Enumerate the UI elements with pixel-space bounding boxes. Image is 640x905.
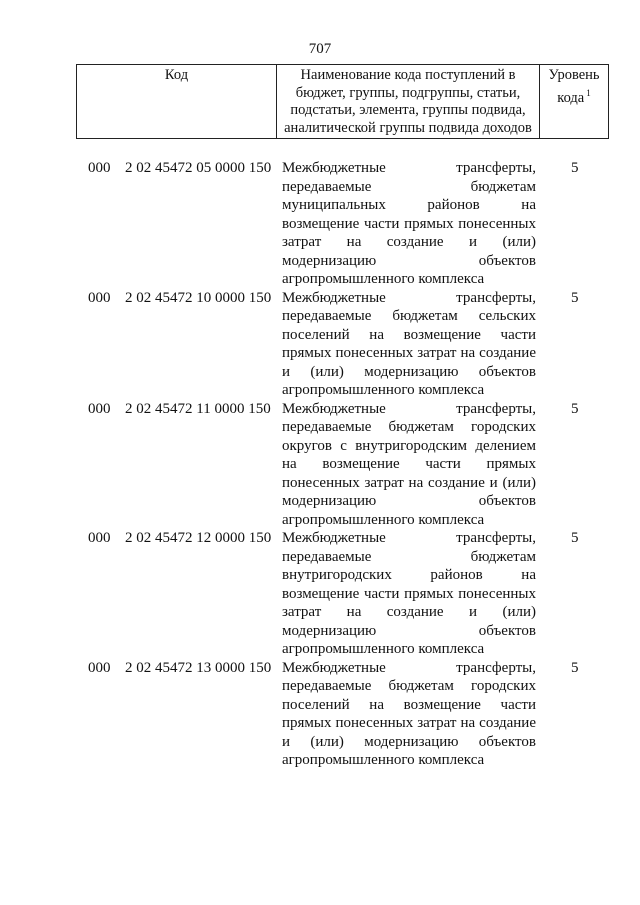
header-level-footnote: 1 (586, 87, 591, 98)
row-level: 5 (571, 530, 579, 546)
row-income-code: 2 02 45472 13 0000 150 (125, 659, 272, 676)
row-level: 5 (571, 289, 579, 306)
row-level: 5 (571, 659, 579, 676)
row-name: Межбюджетные трансферты, передаваемые бюджетам городских поселений на возмещение части прямых понесенных затрат на создание и (или) модернизацию объектов агропромышленного комплекса (282, 659, 536, 768)
table-row (0, 400, 640, 530)
row-level: 5 (571, 160, 579, 176)
header-level (539, 65, 608, 138)
table-row (0, 659, 640, 770)
table-header (76, 64, 609, 139)
table-row (0, 289, 640, 400)
page-number: 707 (308, 41, 332, 57)
row-admin-code: 000 (88, 160, 111, 176)
row-admin-code: 000 (88, 400, 111, 417)
row-income-code: 2 02 45472 10 0000 150 (125, 289, 272, 306)
row-level: 5 (571, 400, 579, 417)
header-level-label: Уровень кода (548, 67, 600, 106)
row-name: Межбюджетные трансферты, передаваемые бюджетам внутригородских районов на возмещение части прямых понесенных затрат на создание и (или) модернизацию объектов агропромышленного комплекса (282, 530, 536, 657)
row-admin-code: 000 (88, 530, 111, 546)
table-row (0, 529, 640, 659)
header-code: Код (164, 67, 189, 83)
row-name: Межбюджетные трансферты, передаваемые бюджетам муниципальных районов на возмещение части прямых понесенных затрат на создание и (или) модернизацию объектов агропромышленного комплекса (282, 160, 536, 287)
table-body (0, 159, 640, 770)
header-name: Наименование кода поступлений в бюджет, группы, подгруппы, статьи, подстатьи, элемента, группы подвида, аналитической группы подвида доходов (276, 65, 539, 138)
row-admin-code: 000 (88, 659, 111, 676)
row-admin-code: 000 (88, 289, 111, 306)
row-income-code: 2 02 45472 11 0000 150 (125, 400, 271, 417)
row-name: Межбюджетные трансферты, передаваемые бюджетам сельских поселений на возмещение части прямых понесенных затрат на создание и (или) модернизацию объектов агропромышленного комплекса (282, 289, 536, 398)
row-name: Межбюджетные трансферты, передаваемые бюджетам городских округов с внутригородским делением на возмещение части прямых понесенных затрат на создание и (или) модернизацию объектов агропромышленного комплекса (282, 400, 536, 528)
row-income-code: 2 02 45472 12 0000 150 (125, 530, 272, 546)
row-income-code: 2 02 45472 05 0000 150 (125, 160, 272, 176)
table-row (0, 159, 640, 289)
